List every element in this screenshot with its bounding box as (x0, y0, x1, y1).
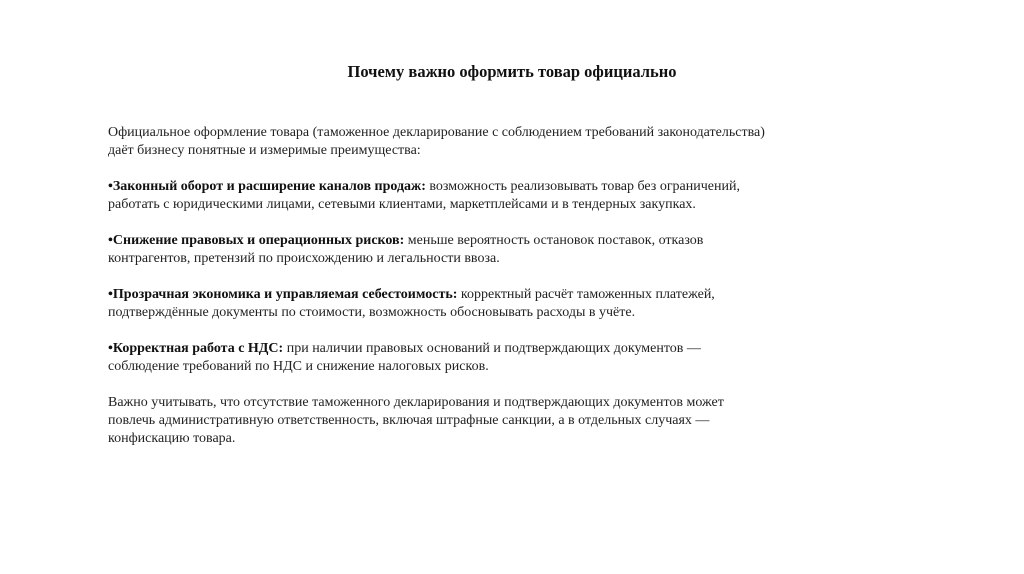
bullet-text: корректный расчёт таможенных платежей, (457, 287, 715, 302)
bullet-heading: •Прозрачная экономика и управляемая себестоимость: (108, 287, 458, 302)
page-title: Почему важно оформить товар официально (347, 62, 677, 81)
bullet-item (108, 232, 765, 268)
bullet-text: меньше вероятность остановок поставок, отказов (404, 233, 704, 248)
conclusion-line: повлечь административную ответственность, включая штрафные санкции, а в отдельных случаях — (108, 413, 710, 428)
intro-line: Официальное оформление товара (таможенное декларирование с соблюдением требований законодательства) (108, 125, 765, 140)
bullet-text: контрагентов, претензий по происхождению и легальности ввоза. (108, 251, 500, 266)
conclusion-paragraph (108, 394, 765, 448)
conclusion-line: Важно учитывать, что отсутствие таможенного декларирования и подтверждающих документов может (108, 395, 724, 410)
bullet-heading: •Законный оборот и расширение каналов продаж: (108, 179, 426, 194)
bullet-text: соблюдение требований по НДС и снижение налоговых рисков. (108, 359, 489, 374)
intro-paragraph (108, 124, 765, 160)
bullet-item (108, 340, 765, 376)
bullet-item (108, 286, 765, 322)
bullet-text: работать с юридическими лицами, сетевыми клиентами, маркетплейсами и в тендерных закупках. (108, 197, 696, 212)
intro-line: даёт бизнесу понятные и измеримые преимущества: (108, 143, 421, 158)
conclusion-line: конфискацию товара. (108, 431, 236, 446)
document-body (108, 124, 765, 466)
bullet-text: при наличии правовых оснований и подтверждающих документов — (283, 341, 701, 356)
bullet-text: подтверждённые документы по стоимости, возможность обосновывать расходы в учёте. (108, 305, 636, 320)
bullet-text: возможность реализовывать товар без ограничений, (425, 179, 740, 194)
bullet-heading: •Корректная работа с НДС: (108, 341, 284, 356)
bullet-item (108, 178, 765, 214)
bullet-heading: •Снижение правовых и операционных рисков: (108, 233, 405, 248)
